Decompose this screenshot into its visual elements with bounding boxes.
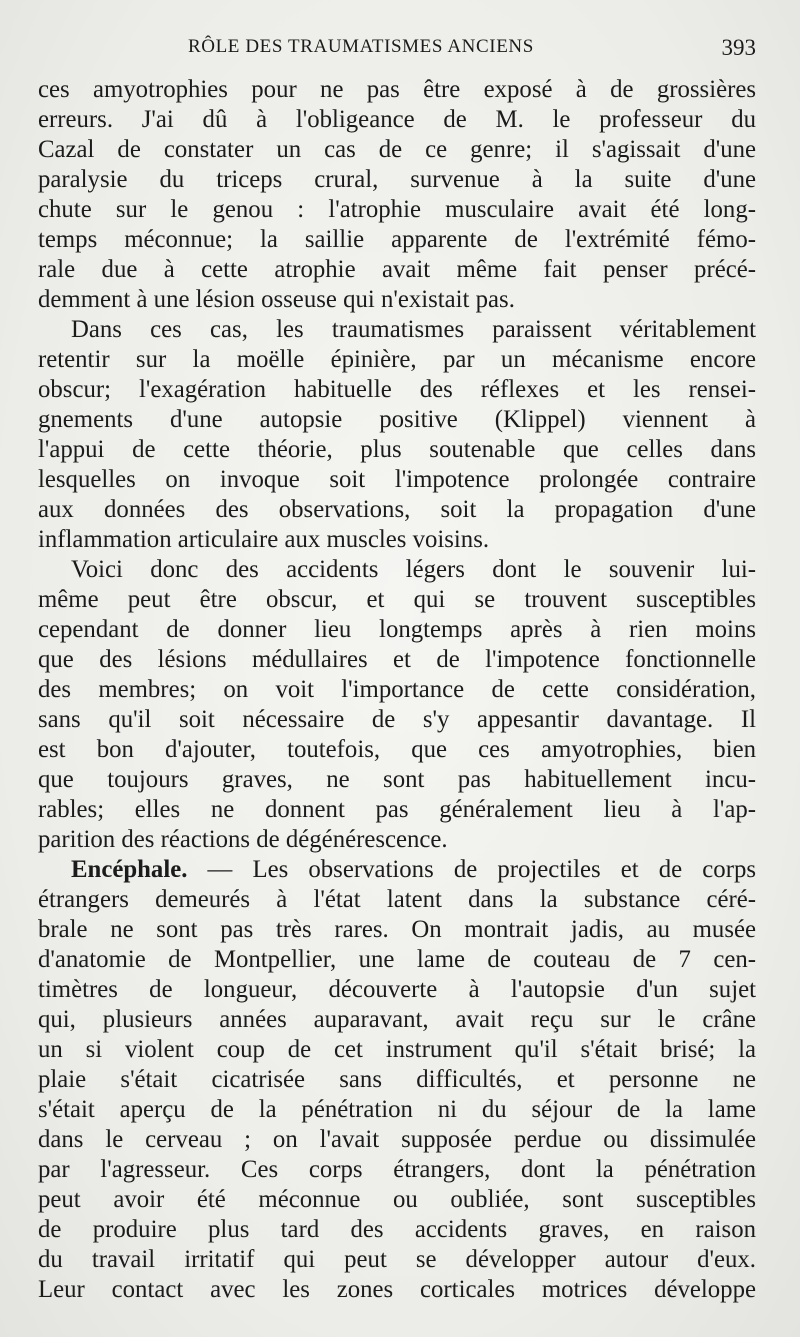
text-line: qui, plusieurs années auparavant, avait reçu sur le crâne	[38, 1006, 756, 1033]
paragraph-traumatismes	[38, 315, 756, 555]
paragraph-continuation	[38, 75, 756, 315]
text-line: par l'agresseur. Ces corps étrangers, dont la pénétration	[38, 1156, 756, 1183]
paragraph-accidents	[38, 555, 756, 855]
text-line: s'était aperçu de la pénétration ni du séjour de la lame	[38, 1096, 756, 1123]
text-line: rale due à cette atrophie avait même fait penser précé-	[38, 256, 756, 283]
text-line: un si violent coup de cet instrument qu'il s'était brisé; la	[38, 1036, 756, 1063]
text-line: aux données des observations, soit la propagation d'une	[38, 496, 756, 523]
text-line: paralysie du triceps crural, survenue à la suite d'une	[38, 166, 756, 193]
text-line: l'appui de cette théorie, plus soutenable que celles dans	[38, 436, 756, 463]
text-line: temps méconnue; la saillie apparente de l'extrémité fémo-	[38, 226, 756, 253]
text-line: demment à une lésion osseuse qui n'existait pas.	[38, 286, 515, 313]
running-title: RÔLE DES TRAUMATISMES ANCIENS	[188, 36, 534, 57]
text-line: des membres; on voit l'importance de cette considération,	[38, 676, 756, 703]
text-line: brale ne sont pas très rares. On montrait jadis, au musée	[38, 916, 756, 943]
body-text	[38, 75, 756, 1305]
text-line: erreurs. J'ai dû à l'obligeance de M. le professeur du	[38, 106, 756, 133]
text-line: parition des réactions de dégénérescence.	[38, 826, 448, 853]
text-line: rables; elles ne donnent pas généralement lieu à l'ap-	[38, 796, 756, 823]
text-line	[38, 855, 756, 885]
text-line: chute sur le genou : l'atrophie musculaire avait été long-	[38, 196, 756, 223]
text-line: sans qu'il soit nécessaire de s'y appesantir davantage. Il	[38, 706, 756, 733]
text-line: étrangers demeurés à l'état latent dans la substance céré-	[38, 886, 756, 913]
text-line: timètres de longueur, découverte à l'autopsie d'un sujet	[38, 976, 756, 1003]
page-number: 393	[721, 35, 756, 60]
text-line: même peut être obscur, et qui se trouvent susceptibles	[38, 586, 756, 613]
text-line: Dans ces cas, les traumatismes paraissent véritablement	[71, 316, 756, 343]
text-line: lesquelles on invoque soit l'impotence prolongée contraire	[38, 466, 756, 493]
text-line: Leur contact avec les zones corticales motrices développe	[38, 1276, 756, 1303]
text-line: Voici donc des accidents légers dont le souvenir lui-	[71, 556, 756, 583]
text-line: plaie s'était cicatrisée sans difficultés, et personne ne	[38, 1066, 756, 1093]
paragraph-encephale	[38, 855, 756, 1305]
text-line: ces amyotrophies pour ne pas être exposé à de grossières	[38, 76, 756, 103]
text-line: que toujours graves, ne sont pas habituellement incu-	[38, 766, 756, 793]
text-line: dans le cerveau ; on l'avait supposée perdue ou dissimulée	[38, 1126, 756, 1153]
text-line: inflammation articulaire aux muscles voisins.	[38, 526, 490, 553]
text-line: obscur; l'exagération habituelle des réflexes et les rensei-	[38, 376, 756, 403]
text-line: de produire plus tard des accidents graves, en raison	[38, 1216, 756, 1243]
text-line: cependant de donner lieu longtemps après à rien moins	[38, 616, 756, 643]
text-line: peut avoir été méconnue ou oubliée, sont susceptibles	[38, 1186, 756, 1213]
text-line: que des lésions médullaires et de l'impotence fonctionnelle	[38, 646, 756, 673]
text-line: d'anatomie de Montpellier, une lame de couteau de 7 cen-	[38, 946, 756, 973]
text-line: Cazal de constater un cas de ce genre; il s'agissait d'une	[38, 136, 756, 163]
heading-line-rest: — Les observations de projectiles et de corps	[207, 856, 757, 883]
text-line: gnements d'une autopsie positive (Klippel) viennent à	[38, 406, 756, 433]
text-line: retentir sur la moëlle épinière, par un mécanisme encore	[38, 346, 756, 373]
section-heading: Encéphale.	[71, 856, 188, 883]
text-line: du travail irritatif qui peut se développer autour d'eux.	[38, 1246, 756, 1273]
text-line: est bon d'ajouter, toutefois, que ces amyotrophies, bien	[38, 736, 756, 763]
page-header	[0, 36, 800, 66]
